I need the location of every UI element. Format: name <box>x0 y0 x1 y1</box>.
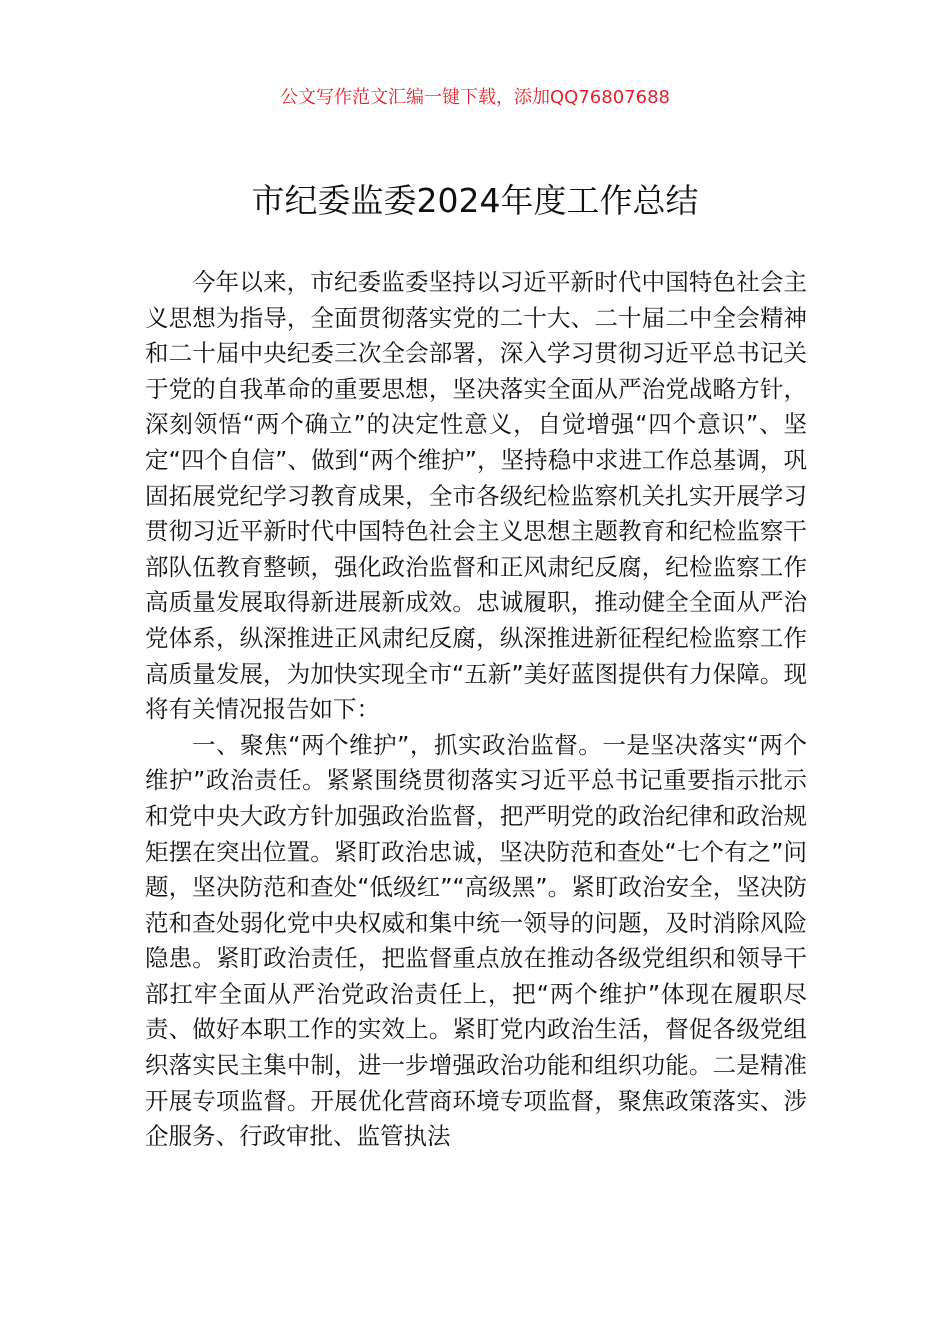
paragraph-section-one: 一、聚焦“两个维护”，抓实政治监督。一是坚决落实“两个维护”政治责任。紧紧围绕贯彻落实习近平总书记重要指示批示和党中央大政方针加强政治监督，把严明党的政治纪律和政治规矩摆在突出位置。紧盯政治忠诚，坚决防范和查处“七个有之”问题，坚决防范和查处“低级红”“高级黑”。紧盯政治安全，坚决防范和查处弱化党中央权威和集中统一领导的问题，及时消除风险隐患。紧盯政治责任，把监督重点放在推动各级党组织和领导干部扛牢全面从严治党政治责任上，把“两个维护”体现在履职尽责、做好本职工作的实效上。紧盯党内政治生活，督促各级党组织落实民主集中制，进一步增强政治功能和组织功能。二是精准开展专项监督。开展优化营商环境专项监督，聚焦政策落实、涉企服务、行政审批、监管执法 <box>145 730 807 1151</box>
document-body <box>145 265 807 1155</box>
watermark-text: 公文写作范文汇编一键下载，添加QQ76807688 <box>280 87 670 108</box>
paragraph-intro: 今年以来，市纪委监委坚持以习近平新时代中国特色社会主义思想为指导，全面贯彻落实党的二十大、二十届二中全会精神和二十届中央纪委三次全会部署，深入学习贯彻习近平总书记关于党的自我革命的重要思想，坚决落实全面从严治党战略方针，深刻领悟“两个确立”的决定性意义，自觉增强“四个意识”、坚定“四个自信”、做到“两个维护”，坚持稳中求进工作总基调，巩固拓展党纪学习教育成果，全市各级纪检监察机关扎实开展学习贯彻习近平新时代中国特色社会主义思想主题教育和纪检监察干部队伍教育整顿，强化政治监督和正风肃纪反腐，纪检监察工作高质量发展取得新进展新成效。忠诚履职，推动健全全面从严治党体系，纵深推进正风肃纪反腐，纵深推进新征程纪检监察工作高质量发展，为加快实现全市“五新”美好蓝图提供有力保障。现将有关情况报告如下： <box>145 268 807 724</box>
document-title: 市纪委监委2024年度工作总结 <box>251 181 699 220</box>
